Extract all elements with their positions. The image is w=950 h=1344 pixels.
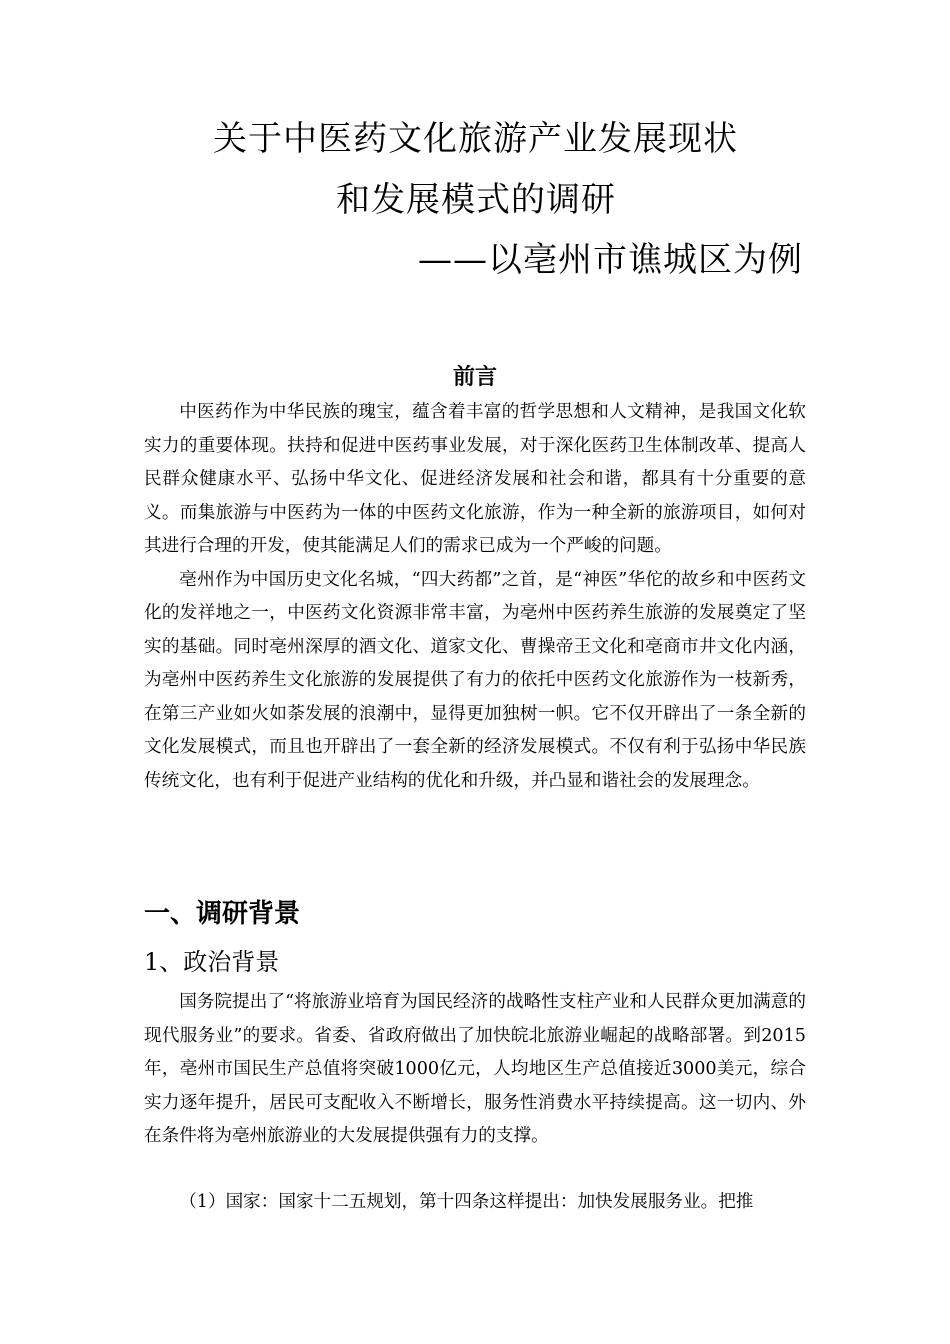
preface-heading: 前言 bbox=[452, 364, 497, 390]
preface-body bbox=[144, 396, 806, 798]
political-background-body bbox=[144, 986, 806, 1154]
preface-paragraph-1: 中医药作为中华民族的瑰宝，蕴含着丰富的哲学思想和人文精神，是我国文化软实力的重要体现。扶持和促进中医药事业发展，对于深化医药卫生体制改革、提高人民群众健康水平、弘扬中华文化、促进经济发展和社会和谐，都具有十分重要的意义。而集旅游与中医药为一体的中医药文化旅游，作为一种全新的旅游项目，如何对其进行合理的开发，使其能满足人们的需求已成为一个严峻的问题。 bbox=[144, 402, 806, 556]
section-heading-background: 一、调研背景 bbox=[144, 899, 301, 929]
subsection-heading-political: 1、政治背景 bbox=[144, 948, 280, 976]
preface-paragraph-2: 亳州作为中国历史文化名城，“四大药都”之首，是“神医”华佗的故乡和中医药文化的发祥地之一，中医药文化资源非常丰富，为亳州中医药养生旅游的发展奠定了坚实的基础。同时亳州深厚的酒文化、道家文化、曹操帝王文化和亳商市井文化内涵，为亳州中医药养生文化旅游的发展提供了有力的依托中医药文化旅游作为一枝新秀，在第三产业如火如荼发展的浪潮中，显得更加独树一帜。它不仅开辟出了一条全新的文化发展模式，而且也开辟出了一套全新的经济发展模式。不仅有利于弘扬中华民族传统文化，也有利于促进产业结构的优化和升级，并凸显和谐社会的发展理念。 bbox=[144, 569, 806, 791]
national-item-paragraph: （1）国家：国家十二五规划，第十四条这样提出：加快发展服务业。把推 bbox=[179, 1192, 754, 1212]
national-item-body bbox=[144, 1186, 806, 1220]
political-background-paragraph: 国务院提出了“将旅游业培育为国民经济的战略性支柱产业和人民群众更加满意的现代服务业”的要求。省委、省政府做出了加快皖北旅游业崛起的战略部署。到2015年，亳州市国民生产总值将突破1000亿元，人均地区生产总值接近3000美元，综合实力逐年提升，居民可支配收入不断增长，服务性消费水平持续提高。这一切内、外在条件将为亳州旅游业的大发展提供强有力的支撑。 bbox=[144, 992, 806, 1146]
title-line-1: 关于中医药文化旅游产业发展现状 bbox=[213, 119, 738, 159]
title-line-2: 和发展模式的调研 bbox=[336, 180, 616, 220]
title-subtitle: ——以亳州市谯城区为例 bbox=[418, 240, 803, 280]
